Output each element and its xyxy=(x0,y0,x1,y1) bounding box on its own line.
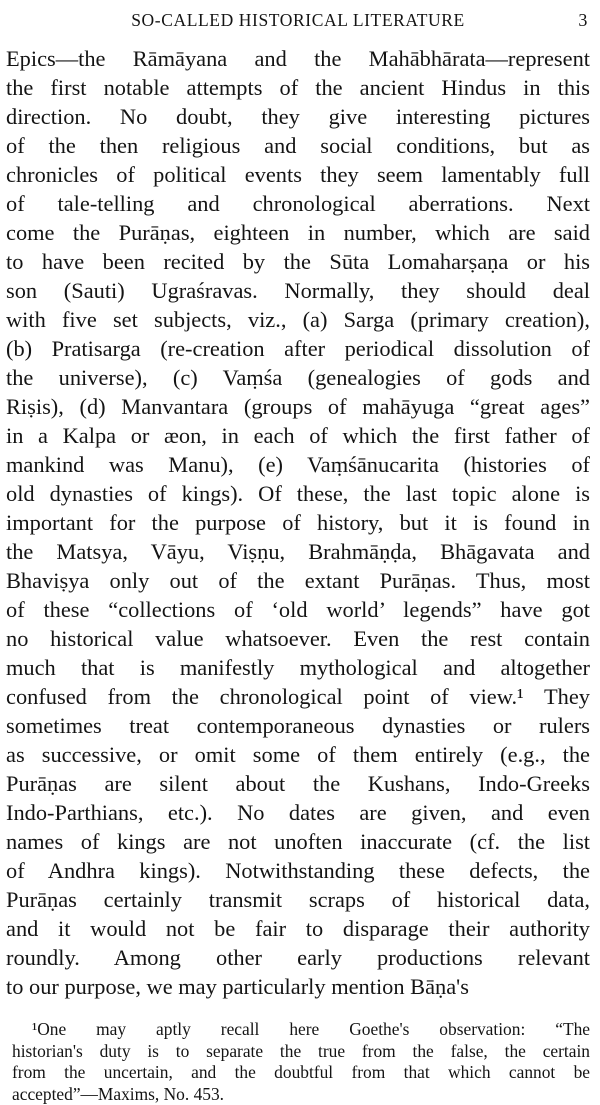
body-line: Purāṇas are silent about the Kushans, Indo-Greeks xyxy=(6,769,590,798)
footnote-line: historian's duty is to separate the true from the false, the certain xyxy=(12,1041,590,1063)
body-line: Indo-Parthians, etc.). No dates are given, and even xyxy=(6,798,590,827)
body-line: important for the purpose of history, but it is found in xyxy=(6,508,590,537)
body-line: in a Kalpa or æon, in each of which the first father of xyxy=(6,421,590,450)
body-line: of the then religious and social conditions, but as xyxy=(6,131,590,160)
body-line: the universe), (c) Vaṃśa (genealogies of gods and xyxy=(6,363,590,392)
body-line: with five set subjects, viz., (a) Sarga (primary creation), xyxy=(6,305,590,334)
body-line: son (Sauti) Ugraśravas. Normally, they should deal xyxy=(6,276,590,305)
body-line: confused from the chronological point of view.¹ They xyxy=(6,682,590,711)
footnote xyxy=(6,1019,590,1105)
body-line: sometimes treat contemporaneous dynasties or rulers xyxy=(6,711,590,740)
footnote-line: ¹One may aptly recall here Goethe's observation: “The xyxy=(12,1019,590,1041)
body-line: direction. No doubt, they give interesting pictures xyxy=(6,102,590,131)
body-line: the first notable attempts of the ancient Hindus in this xyxy=(6,73,590,102)
body-line: mankind was Manu), (e) Vaṃśānucarita (histories of xyxy=(6,450,590,479)
body-line: of Andhra kings). Notwithstanding these defects, the xyxy=(6,856,590,885)
body-line: Riṣis), (d) Manvantara (groups of mahāyuga “great ages” xyxy=(6,392,590,421)
body-line: Bhaviṣya only out of the extant Purāṇas. Thus, most xyxy=(6,566,590,595)
body-line: come the Purāṇas, eighteen in number, which are said xyxy=(6,218,590,247)
footnote-line: accepted”—Maxims, No. 453. xyxy=(12,1084,590,1105)
running-head xyxy=(6,4,590,36)
body-line: of tale-telling and chronological aberrations. Next xyxy=(6,189,590,218)
footnote-line: from the uncertain, and the doubtful from that which cannot be xyxy=(12,1062,590,1084)
body-line: to have been recited by the Sūta Lomaharṣaṇa or his xyxy=(6,247,590,276)
body-line: and it would not be fair to disparage their authority xyxy=(6,914,590,943)
body-line: of these “collections of ‘old world’ legends” have got xyxy=(6,595,590,624)
body-line: as successive, or omit some of them entirely (e.g., the xyxy=(6,740,590,769)
body-line: old dynasties of kings). Of these, the last topic alone is xyxy=(6,479,590,508)
body-line: Purāṇas certainly transmit scraps of historical data, xyxy=(6,885,590,914)
body-line: (b) Pratisarga (re-creation after periodical dissolution of xyxy=(6,334,590,363)
body-line: to our purpose, we may particularly mention Bāṇa's xyxy=(6,972,590,1001)
body-line: chronicles of political events they seem lamentably full xyxy=(6,160,590,189)
body-line: the Matsya, Vāyu, Viṣṇu, Brahmāṇḍa, Bhāgavata and xyxy=(6,537,590,566)
body-line: no historical value whatsoever. Even the rest contain xyxy=(6,624,590,653)
running-head-title: SO-CALLED HISTORICAL LITERATURE xyxy=(131,4,465,36)
body-line: Epics—the Rāmāyana and the Mahābhārata—represent xyxy=(6,44,590,73)
body-line: names of kings are not unoften inaccurate (cf. the list xyxy=(6,827,590,856)
body-line: roundly. Among other early productions relevant xyxy=(6,943,590,972)
body-text xyxy=(6,44,590,1001)
page-number: 3 xyxy=(578,4,588,36)
body-line: much that is manifestly mythological and altogether xyxy=(6,653,590,682)
